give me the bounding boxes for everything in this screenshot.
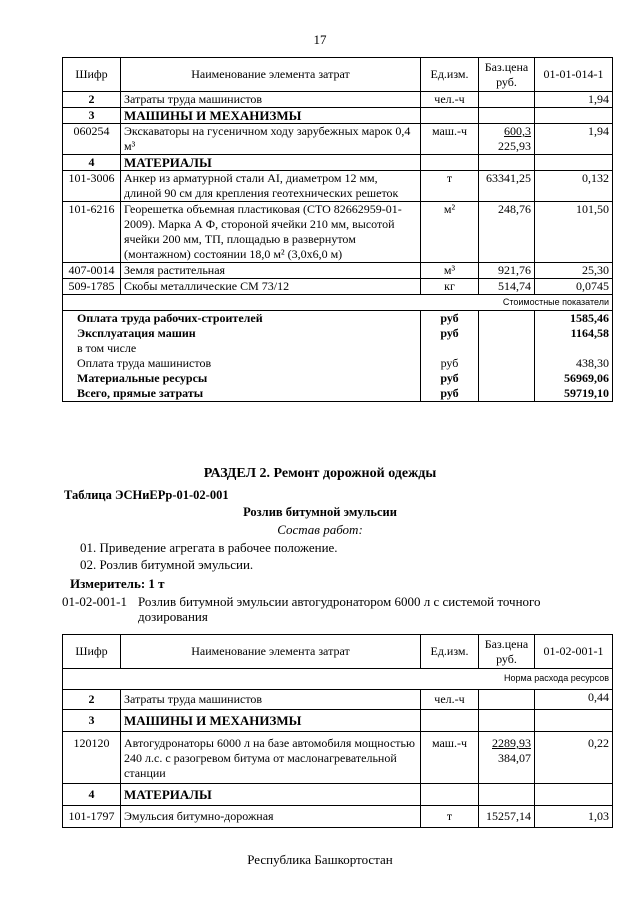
resource-table-1 [62, 57, 613, 402]
norm-label: Норма расхода ресурсов [63, 669, 613, 690]
row-value: 1,03 [535, 806, 613, 828]
group-title: МАШИНЫ И МЕХАНИЗМЫ [121, 710, 421, 732]
row-name: Эмульсия битумно-дорожная [121, 806, 421, 828]
row-code: 101-1797 [63, 806, 121, 828]
row-price: 63341,25 [479, 171, 535, 202]
cost-indicators-label: Стоимостные показатели [63, 295, 613, 311]
page-number: 17 [313, 32, 327, 47]
header-price: Баз.цена руб. [479, 58, 535, 92]
composition-label: Состав работ: [277, 522, 363, 537]
row-name: Георешетка объемная пластиковая (СТО 82662959-01-2009). Марка А Ф, стороной ячейки 210 мм, высотой ячейки 200 мм, ТП, площадью в развернутом (монтажном) состоянии 18,0 м² (3,0х6,0 м) [121, 202, 421, 263]
row-unit: чел.-ч [421, 690, 479, 710]
group-code: 3 [63, 710, 121, 732]
row-value: 101,50 [535, 202, 613, 263]
row-unit: м² [421, 202, 479, 263]
row-code: 101-6216 [63, 202, 121, 263]
row-code: 101-3006 [63, 171, 121, 202]
group-code: 3 [63, 108, 121, 124]
summary-value: 59719,10 [535, 386, 613, 402]
row-value: 0,22 [535, 732, 613, 784]
row-code: 407-0014 [63, 263, 121, 279]
row-unit: м³ [421, 263, 479, 279]
group-title: МАТЕРИАЛЫ [121, 784, 421, 806]
summary-value: 438,30 [535, 356, 613, 371]
row-unit: т [421, 806, 479, 828]
row-unit: чел.-ч [421, 92, 479, 108]
row-price-2: 225,93 [498, 139, 531, 153]
header-code: Шифр [63, 635, 121, 669]
row-price-1: 2289,93 [492, 736, 531, 750]
norm-code: 01-02-001-1 [62, 594, 127, 609]
row-price: 514,74 [479, 279, 535, 295]
summary-unit: руб [421, 311, 479, 327]
header-price: Баз.цена руб. [479, 635, 535, 669]
section-heading: РАЗДЕЛ 2. Ремонт дорожной одежды [203, 466, 437, 481]
row-value: 0,132 [535, 171, 613, 202]
row-name: Анкер из арматурной стали AI, диаметром 12 мм, длиной 90 см для крепления геотехнических решеток [121, 171, 421, 202]
summary-label: Оплата труда машинистов [63, 356, 421, 371]
summary-unit: руб [421, 356, 479, 371]
row-value: 1,94 [535, 92, 613, 108]
summary-value: 1585,46 [535, 311, 613, 327]
row-value: 0,0745 [535, 279, 613, 295]
row-name: Скобы металлические СМ 73/12 [121, 279, 421, 295]
row-code: 509-1785 [63, 279, 121, 295]
header-name: Наименование элемента затрат [121, 58, 421, 92]
summary-unit: руб [421, 326, 479, 341]
row-unit: кг [421, 279, 479, 295]
row-name: Затраты труда машинистов [121, 690, 421, 710]
row-value: 25,30 [535, 263, 613, 279]
summary-label: Всего, прямые затраты [63, 386, 421, 402]
row-code: 2 [63, 92, 121, 108]
footer-region: Республика Башкортостан [247, 852, 393, 867]
norm-description: Розлив битумной эмульсии автогудронатором 6000 л с системой точного дозирования [138, 594, 541, 624]
table-label: Таблица ЭСНиЕРр-01-02-001 [64, 488, 229, 502]
operation-item: 01. Приведение агрегата в рабочее положение. [80, 540, 338, 555]
row-price: 248,76 [479, 202, 535, 263]
resource-table-2 [62, 634, 613, 828]
row-unit: т [421, 171, 479, 202]
row-price-1: 600,3 [504, 124, 531, 138]
group-code: 4 [63, 155, 121, 171]
row-unit: маш.-ч [421, 732, 479, 784]
summary-value: 1164,58 [535, 326, 613, 341]
summary-unit: руб [421, 386, 479, 402]
meter-label: Измеритель: 1 т [70, 576, 165, 591]
operation-item: 02. Розлив битумной эмульсии. [80, 557, 254, 572]
row-name: Затраты труда машинистов [121, 92, 421, 108]
row-price-2: 384,07 [498, 751, 531, 765]
row-price: 15257,14 [479, 806, 535, 828]
row-name: Земля растительная [121, 263, 421, 279]
group-title: МАТЕРИАЛЫ [121, 155, 421, 171]
row-value: 1,94 [535, 124, 613, 155]
group-title: МАШИНЫ И МЕХАНИЗМЫ [121, 108, 421, 124]
row-code: 2 [63, 690, 121, 710]
summary-label: в том числе [63, 341, 421, 356]
header-norm-code: 01-02-001-1 [535, 635, 613, 669]
header-norm-code: 01-01-014-1 [535, 58, 613, 92]
row-code: 060254 [63, 124, 121, 155]
summary-unit: руб [421, 371, 479, 386]
row-name: Экскаваторы на гусеничном ходу зарубежных марок 0,4 м³ [121, 124, 421, 155]
summary-value: 56969,06 [535, 371, 613, 386]
group-code: 4 [63, 784, 121, 806]
summary-label: Оплата труда рабочих-строителей [63, 311, 421, 327]
header-unit: Ед.изм. [421, 635, 479, 669]
row-name: Автогудронаторы 6000 л на базе автомобиля мощностью 240 л.с. с разогревом битума от маслонагревательной станции [121, 732, 421, 784]
row-code: 120120 [63, 732, 121, 784]
row-price: 921,76 [479, 263, 535, 279]
header-name: Наименование элемента затрат [121, 635, 421, 669]
row-value: 0,44 [535, 690, 613, 710]
summary-label: Материальные ресурсы [63, 371, 421, 386]
header-unit: Ед.изм. [421, 58, 479, 92]
summary-label: Эксплуатация машин [63, 326, 421, 341]
row-unit: маш.-ч [421, 124, 479, 155]
table-title: Розлив битумной эмульсии [243, 505, 397, 519]
header-code: Шифр [63, 58, 121, 92]
